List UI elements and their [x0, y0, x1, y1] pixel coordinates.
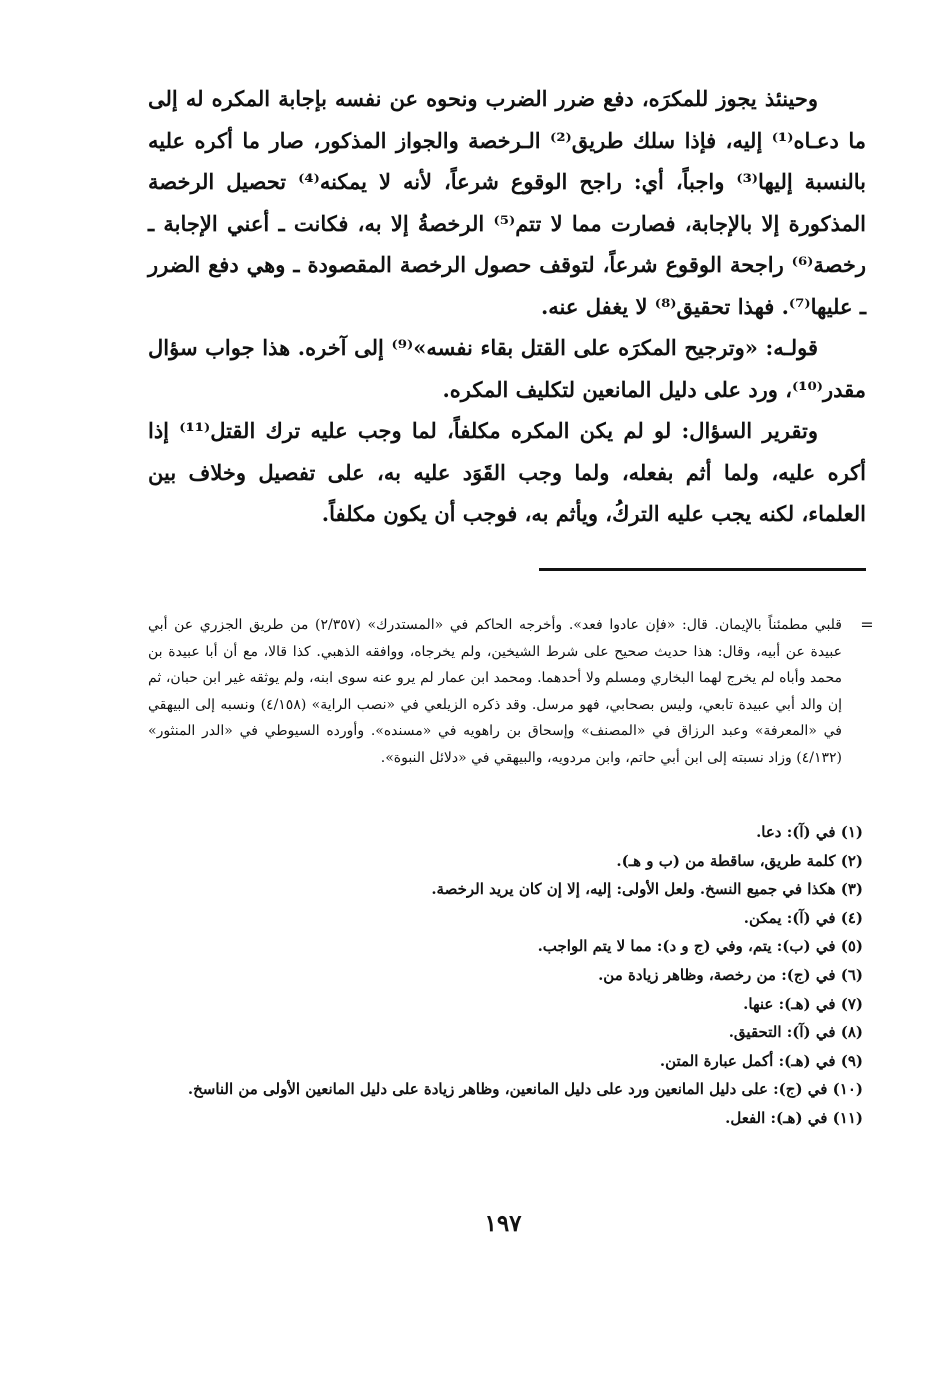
footnote: (٦) في (ج): من رخصة، وظاهر زيادة من. — [598, 965, 863, 984]
footnote: (٢) كلمة طريق، ساقطة من (ب و هـ). — [616, 851, 863, 870]
footnote: (١١) في (هـ): الفعل. — [725, 1108, 863, 1127]
paragraph: وحينئذ يجوز للمكرَه، دفع ضرر الضرب ونحوه عن نفسه بإجابة المكره له إلى ما دعـاه⁽¹⁾ إليه، فإذا سلك طريق⁽²⁾ الـرخصة والجواز المذكور، صار ما أكره عليه بالنسبة إليها⁽³⁾ واجباً، أي: راجح الوقوع شرعاً، لأنه لا يمكنه⁽⁴⁾ تحصيل الرخصة المذكورة إلا بالإجابة، فصارت مما لا تتم⁽⁵⁾ الرخصةُ إلا به، فكانت ـ أعني الإجابة ـ رخصة⁽⁶⁾ راجحة الوقوع شرعاً، لتوقف حصول الرخصة المقصودة ـ وهي دفع الضرر ـ عليها⁽⁷⁾. فهذا تحقيق⁽⁸⁾ لا يغفل عنه. — [148, 86, 867, 319]
footnote: (٩) في (هـ): أكمل عبارة المتن. — [659, 1051, 863, 1070]
footnote-continuation-mark: = — [860, 615, 874, 634]
footnote-divider — [539, 568, 866, 571]
page-number: ١٩٧ — [484, 1210, 522, 1237]
main-text — [148, 78, 866, 535]
footnote: (٥) في (ب): يتم، وفي (ج و د): مما لا يتم الواجب. — [537, 937, 863, 956]
footnote: (١٠) في (ج): على دليل المانعين ورد على دليل المانعين، وظاهر زيادة على دليل المانعين الأولى من الناسخ. — [187, 1080, 863, 1099]
footnote: (١) في (آ): دعا. — [756, 823, 863, 841]
footnotes — [148, 818, 863, 1133]
footnote: (٧) في (هـ): عنها. — [743, 994, 863, 1013]
footnote: (٤) في (آ): يمكن. — [743, 908, 863, 927]
paragraph: وتقرير السؤال: لو لم يكن المكره مكلفاً، لما وجب عليه ترك القتل⁽¹¹⁾ إذا أكره عليه، ولما أثم بفعله، ولما وجب القَوَد عليه به، على تفصيل وخلاف بين العلماء، لكنه يجب عليه التركُ، ويأثم به، فوجب أن يكون مكلفاً. — [148, 418, 866, 526]
paragraph: قولـه: «وترجيح المكرَه على القتل بقاء نفسه»⁽⁹⁾ إلى آخره. هذا جواب سؤال مقدر⁽¹⁰⁾، ورد على دليل المانعين لتكليف المكره. — [148, 335, 866, 402]
footnote: (٣) هكذا في جميع النسخ. ولعل الأولى: إليه، إلا إن كان يريد الرخصة. — [431, 880, 863, 899]
footnote: (٨) في (آ): التحقيق. — [728, 1023, 863, 1042]
footnote-continuation: قلبي مطمئناً بالإيمان. قال: «فإن عادوا فعد». وأخرجه الحاكم في «المستدرك» (٢/٣٥٧) من طريق الجزري عن أبي عبيدة عن أبيه، وقال: هذا حديث صحيح على شرط الشيخين، ولم يخرجاه، ووافقه الذهبي. كذا قالا، مع أن أبا عبيدة بن محمد وأباه لم يخرج لهما البخاري ومسلم ولا أحدهما. ومحمد ابن عمار لم يرو عنه سوى ابنه، ولم يوثقه غير ابن حبان، ثم إن والد أبي عبيدة تابعي، وليس بصحابي، فهو مرسل. وقد ذكره الزيلعي في «نصب الراية» (٤/١٥٨) ونسبه إلى البيهقي في «المعرفة» وعبد الرزاق في «المصنف» وإسحاق بن راهويه في «مسنده». وأورده السيوطي في «الدر المنثور» (٤/١٣٢) وزاد نسبته إلى ابن أبي حاتم، وابن مردويه، والبيهقي في «دلائل النبوة». — [148, 617, 842, 766]
